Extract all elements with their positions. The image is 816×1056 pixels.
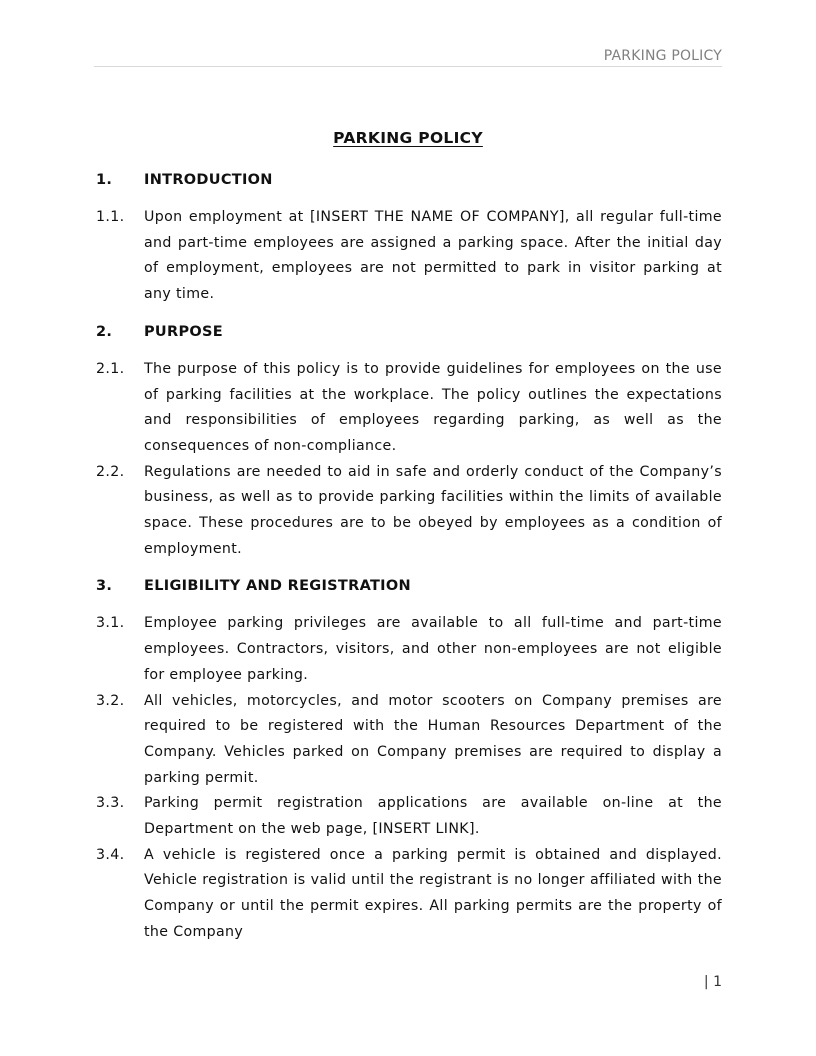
section-number: 2. [96, 323, 113, 340]
page-header [94, 46, 722, 67]
paragraph-3-2 [96, 689, 722, 792]
header-text: PARKING POLICY [603, 48, 722, 64]
paragraph-3-3 [96, 791, 722, 842]
paragraph-text: Parking permit registration applications are available on-line at the Department on the web page, [INSERT LINK]. [144, 795, 722, 838]
page-number: | 1 [703, 974, 722, 990]
section-heading-introduction [96, 169, 722, 191]
paragraph-number: 3.4. [96, 846, 125, 863]
paragraph-1-1 [96, 205, 722, 308]
paragraph-number: 1.1. [96, 209, 125, 225]
section-heading-purpose [96, 321, 722, 343]
section-number: 3. [96, 578, 113, 595]
section-title: INTRODUCTION [144, 172, 273, 188]
paragraph-number: 2.1. [96, 360, 125, 377]
document-title: PARKING POLICY [333, 129, 483, 147]
paragraph-2-1 [96, 357, 722, 460]
paragraph-3-4 [96, 843, 722, 946]
paragraph-number: 2.2. [96, 463, 125, 480]
paragraph-text: Upon employment at [INSERT THE NAME OF COMPANY], all regular full-time and part-time employees are assigned a parking space. After the initial day of employment, employees are not permitted to park in visitor parking at any time. [144, 209, 722, 303]
paragraph-number: 3.2. [96, 692, 125, 709]
paragraph-text: All vehicles, motorcycles, and motor scooters on Company premises are required to be registered with the Human Resources Department of the Company. Vehicles parked on Company premises are required to display a parking permit. [144, 692, 722, 786]
paragraph-text: The purpose of this policy is to provide guidelines for employees on the use of parking facilities at the workplace. The policy outlines the expectations and responsibilities of employees regarding parking, as well as the consequences of non-compliance. [144, 360, 722, 454]
section-heading-eligibility [96, 575, 722, 597]
paragraph-text: A vehicle is registered once a parking permit is obtained and displayed. Vehicle registration is valid until the registrant is no longer affiliated with the Company or until the permit expires. All parking permits are the property of the Company [144, 846, 722, 940]
paragraph-number: 3.3. [96, 795, 125, 812]
section-title: PURPOSE [144, 323, 223, 340]
paragraph-text: Regulations are needed to aid in safe and orderly conduct of the Company’s business, as well as to provide parking facilities within the limits of available space. These procedures are to be obeyed by employees as a condition of employment. [144, 463, 722, 557]
section-number: 1. [96, 172, 113, 188]
paragraph-3-1 [96, 611, 722, 688]
document-body [96, 169, 722, 946]
section-title: ELIGIBILITY AND REGISTRATION [144, 578, 411, 595]
paragraph-text: Employee parking privileges are available to all full-time and part-time employees. Contractors, visitors, and other non-employees are not eligible for employee parking. [144, 615, 722, 683]
paragraph-number: 3.1. [96, 615, 125, 632]
paragraph-2-2 [96, 460, 722, 563]
